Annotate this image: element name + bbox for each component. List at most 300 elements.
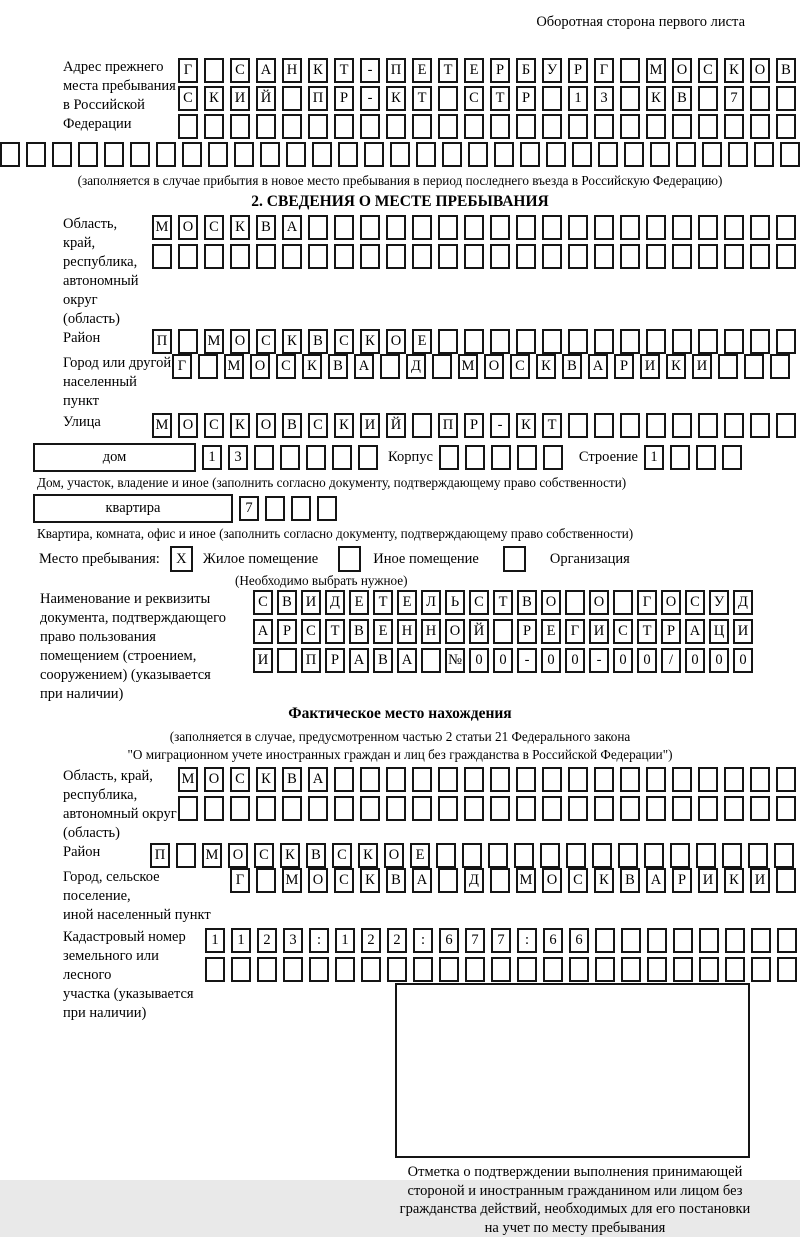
char-cell[interactable] (464, 215, 484, 240)
char-cell[interactable]: Е (464, 58, 484, 83)
char-cell[interactable]: В (282, 413, 302, 438)
char-cell[interactable]: С (568, 868, 588, 893)
char-cell[interactable] (542, 86, 562, 111)
char-cell[interactable]: А (646, 868, 666, 893)
char-cell[interactable] (650, 142, 670, 167)
char-cell[interactable]: 0 (637, 648, 657, 673)
char-cell[interactable]: И (589, 619, 609, 644)
char-cell[interactable]: В (349, 619, 369, 644)
char-cell[interactable]: 0 (733, 648, 753, 673)
char-cell[interactable]: 0 (469, 648, 489, 673)
char-cell[interactable] (178, 329, 198, 354)
char-cell[interactable]: - (490, 413, 510, 438)
char-cell[interactable] (542, 215, 562, 240)
char-cell[interactable] (620, 796, 640, 821)
char-cell[interactable] (204, 796, 224, 821)
char-cell[interactable] (256, 114, 276, 139)
char-cell[interactable]: А (397, 648, 417, 673)
char-cell[interactable]: А (354, 354, 374, 379)
char-cell[interactable]: 6 (569, 928, 589, 953)
char-cell[interactable]: - (589, 648, 609, 673)
char-cell[interactable] (516, 215, 536, 240)
char-cell[interactable] (490, 796, 510, 821)
char-cell[interactable]: - (360, 58, 380, 83)
char-cell[interactable]: М (282, 868, 302, 893)
char-cell[interactable] (516, 767, 536, 792)
char-cell[interactable]: 3 (594, 86, 614, 111)
char-cell[interactable] (776, 244, 796, 269)
char-cell[interactable]: 0 (685, 648, 705, 673)
char-cell[interactable]: С (230, 58, 250, 83)
char-cell[interactable] (724, 244, 744, 269)
char-cell[interactable]: С (685, 590, 705, 615)
char-cell[interactable] (542, 114, 562, 139)
char-cell[interactable] (335, 957, 355, 982)
korpus-cells[interactable] (439, 445, 563, 470)
char-cell[interactable] (334, 244, 354, 269)
char-cell[interactable]: С (256, 329, 276, 354)
char-cell[interactable] (620, 767, 640, 792)
char-cell[interactable] (776, 329, 796, 354)
char-cell[interactable]: 2 (387, 928, 407, 953)
char-cell[interactable]: 0 (541, 648, 561, 673)
char-cell[interactable]: Й (469, 619, 489, 644)
prev-address-row-1[interactable] (178, 58, 796, 83)
char-cell[interactable] (592, 843, 612, 868)
char-cell[interactable]: К (204, 86, 224, 111)
char-cell[interactable]: К (358, 843, 378, 868)
char-cell[interactable] (231, 957, 251, 982)
char-cell[interactable]: 0 (565, 648, 585, 673)
char-cell[interactable] (156, 142, 176, 167)
char-cell[interactable] (613, 590, 633, 615)
char-cell[interactable]: С (178, 86, 198, 111)
char-cell[interactable]: К (256, 767, 276, 792)
char-cell[interactable]: Д (733, 590, 753, 615)
dom-cells[interactable] (202, 445, 378, 470)
char-cell[interactable]: В (256, 215, 276, 240)
char-cell[interactable]: И (640, 354, 660, 379)
char-cell[interactable] (568, 215, 588, 240)
char-cell[interactable] (751, 957, 771, 982)
char-cell[interactable]: Р (672, 868, 692, 893)
char-cell[interactable] (204, 58, 224, 83)
char-cell[interactable] (543, 445, 563, 470)
char-cell[interactable]: А (588, 354, 608, 379)
char-cell[interactable] (646, 413, 666, 438)
char-cell[interactable]: Р (568, 58, 588, 83)
char-cell[interactable] (566, 843, 586, 868)
char-cell[interactable] (754, 142, 774, 167)
char-cell[interactable] (594, 413, 614, 438)
char-cell[interactable]: Т (325, 619, 345, 644)
char-cell[interactable]: : (517, 928, 537, 953)
char-cell[interactable] (646, 114, 666, 139)
stroenie-cells[interactable] (644, 445, 742, 470)
char-cell[interactable]: А (412, 868, 432, 893)
char-cell[interactable] (412, 114, 432, 139)
char-cell[interactable] (309, 957, 329, 982)
char-cell[interactable] (751, 928, 771, 953)
char-cell[interactable] (256, 868, 276, 893)
char-cell[interactable] (750, 796, 770, 821)
char-cell[interactable] (673, 957, 693, 982)
char-cell[interactable]: Д (406, 354, 426, 379)
char-cell[interactable] (280, 445, 300, 470)
char-cell[interactable] (386, 796, 406, 821)
char-cell[interactable] (412, 215, 432, 240)
char-cell[interactable] (776, 767, 796, 792)
char-cell[interactable] (493, 619, 513, 644)
char-cell[interactable] (178, 244, 198, 269)
char-cell[interactable]: О (672, 58, 692, 83)
char-cell[interactable] (254, 445, 274, 470)
char-cell[interactable]: К (360, 329, 380, 354)
char-cell[interactable]: С (253, 590, 273, 615)
char-cell[interactable] (724, 114, 744, 139)
char-cell[interactable] (182, 142, 202, 167)
char-cell[interactable] (618, 843, 638, 868)
char-cell[interactable] (514, 843, 534, 868)
char-cell[interactable]: С (254, 843, 274, 868)
char-cell[interactable]: 1 (644, 445, 664, 470)
char-cell[interactable]: С (334, 329, 354, 354)
char-cell[interactable] (698, 244, 718, 269)
char-cell[interactable]: К (230, 413, 250, 438)
char-cell[interactable] (464, 767, 484, 792)
char-cell[interactable]: Г (565, 619, 585, 644)
char-cell[interactable] (432, 354, 452, 379)
char-cell[interactable] (698, 796, 718, 821)
char-cell[interactable]: У (542, 58, 562, 83)
char-cell[interactable] (646, 244, 666, 269)
char-cell[interactable] (750, 114, 770, 139)
char-cell[interactable]: 6 (543, 928, 563, 953)
char-cell[interactable] (412, 767, 432, 792)
char-cell[interactable] (277, 648, 297, 673)
char-cell[interactable] (620, 86, 640, 111)
char-cell[interactable]: Т (373, 590, 393, 615)
char-cell[interactable]: О (178, 215, 198, 240)
char-cell[interactable] (646, 767, 666, 792)
char-cell[interactable] (621, 928, 641, 953)
char-cell[interactable] (542, 767, 562, 792)
char-cell[interactable] (490, 329, 510, 354)
char-cell[interactable]: М (152, 215, 172, 240)
char-cell[interactable] (256, 796, 276, 821)
char-cell[interactable] (620, 58, 640, 83)
char-cell[interactable] (724, 796, 744, 821)
char-cell[interactable]: К (280, 843, 300, 868)
char-cell[interactable]: 3 (228, 445, 248, 470)
char-cell[interactable] (702, 142, 722, 167)
char-cell[interactable] (647, 928, 667, 953)
char-cell[interactable] (750, 86, 770, 111)
fact-oblast-row-2[interactable] (178, 796, 796, 821)
char-cell[interactable] (620, 329, 640, 354)
char-cell[interactable] (672, 244, 692, 269)
char-cell[interactable] (568, 796, 588, 821)
char-cell[interactable]: Ц (709, 619, 729, 644)
char-cell[interactable]: В (620, 868, 640, 893)
char-cell[interactable] (774, 843, 794, 868)
char-cell[interactable] (308, 244, 328, 269)
char-cell[interactable] (386, 767, 406, 792)
char-cell[interactable]: Р (517, 619, 537, 644)
char-cell[interactable] (696, 445, 716, 470)
char-cell[interactable] (699, 928, 719, 953)
char-cell[interactable]: О (661, 590, 681, 615)
char-cell[interactable]: 3 (283, 928, 303, 953)
fact-kadastr-row-2[interactable] (205, 957, 797, 982)
char-cell[interactable] (620, 244, 640, 269)
prev-address-row-4[interactable] (0, 142, 800, 167)
dokument-row-3[interactable] (253, 648, 753, 673)
char-cell[interactable]: Г (594, 58, 614, 83)
char-cell[interactable]: В (373, 648, 393, 673)
char-cell[interactable] (421, 648, 441, 673)
char-cell[interactable] (776, 796, 796, 821)
char-cell[interactable] (439, 957, 459, 982)
char-cell[interactable] (282, 114, 302, 139)
char-cell[interactable]: 0 (493, 648, 513, 673)
char-cell[interactable] (646, 796, 666, 821)
char-cell[interactable]: В (328, 354, 348, 379)
char-cell[interactable]: Л (421, 590, 441, 615)
char-cell[interactable] (334, 767, 354, 792)
char-cell[interactable]: И (301, 590, 321, 615)
char-cell[interactable] (204, 244, 224, 269)
char-cell[interactable]: : (413, 928, 433, 953)
char-cell[interactable] (230, 114, 250, 139)
char-cell[interactable] (620, 413, 640, 438)
char-cell[interactable]: О (384, 843, 404, 868)
char-cell[interactable] (260, 142, 280, 167)
char-cell[interactable] (439, 445, 459, 470)
char-cell[interactable]: Т (493, 590, 513, 615)
char-cell[interactable] (198, 354, 218, 379)
char-cell[interactable]: П (152, 329, 172, 354)
char-cell[interactable] (620, 215, 640, 240)
char-cell[interactable] (52, 142, 72, 167)
s2-gorod-row[interactable] (172, 354, 790, 379)
kvartira-box[interactable]: квартира (33, 494, 233, 523)
char-cell[interactable] (516, 796, 536, 821)
char-cell[interactable]: С (308, 413, 328, 438)
char-cell[interactable]: Т (490, 86, 510, 111)
char-cell[interactable] (360, 215, 380, 240)
char-cell[interactable] (646, 215, 666, 240)
char-cell[interactable] (334, 215, 354, 240)
char-cell[interactable]: Р (661, 619, 681, 644)
char-cell[interactable] (360, 767, 380, 792)
char-cell[interactable] (594, 329, 614, 354)
char-cell[interactable] (780, 142, 800, 167)
char-cell[interactable] (78, 142, 98, 167)
char-cell[interactable]: Е (397, 590, 417, 615)
char-cell[interactable]: С (469, 590, 489, 615)
char-cell[interactable] (332, 445, 352, 470)
char-cell[interactable] (724, 329, 744, 354)
char-cell[interactable]: 1 (202, 445, 222, 470)
char-cell[interactable] (698, 767, 718, 792)
char-cell[interactable] (26, 142, 46, 167)
char-cell[interactable]: 6 (439, 928, 459, 953)
char-cell[interactable] (0, 142, 20, 167)
char-cell[interactable] (312, 142, 332, 167)
char-cell[interactable]: Ь (445, 590, 465, 615)
char-cell[interactable]: С (332, 843, 352, 868)
char-cell[interactable] (361, 957, 381, 982)
kvartira-cells[interactable] (239, 496, 337, 521)
char-cell[interactable] (598, 142, 618, 167)
char-cell[interactable]: А (282, 215, 302, 240)
dom-box[interactable]: дом (33, 443, 196, 472)
char-cell[interactable]: К (230, 215, 250, 240)
char-cell[interactable] (572, 142, 592, 167)
dokument-row-2[interactable] (253, 619, 753, 644)
char-cell[interactable]: В (282, 767, 302, 792)
char-cell[interactable] (491, 445, 511, 470)
char-cell[interactable]: М (178, 767, 198, 792)
char-cell[interactable] (364, 142, 384, 167)
char-cell[interactable]: У (709, 590, 729, 615)
char-cell[interactable]: Т (334, 58, 354, 83)
char-cell[interactable] (360, 244, 380, 269)
char-cell[interactable]: М (152, 413, 172, 438)
char-cell[interactable] (438, 86, 458, 111)
char-cell[interactable] (334, 114, 354, 139)
char-cell[interactable]: Н (282, 58, 302, 83)
char-cell[interactable]: К (646, 86, 666, 111)
char-cell[interactable]: А (308, 767, 328, 792)
char-cell[interactable]: С (464, 86, 484, 111)
char-cell[interactable] (725, 957, 745, 982)
char-cell[interactable]: : (309, 928, 329, 953)
char-cell[interactable]: Т (542, 413, 562, 438)
char-cell[interactable] (412, 796, 432, 821)
char-cell[interactable]: 7 (239, 496, 259, 521)
char-cell[interactable] (380, 354, 400, 379)
char-cell[interactable] (464, 796, 484, 821)
char-cell[interactable] (386, 215, 406, 240)
char-cell[interactable]: 0 (709, 648, 729, 673)
char-cell[interactable]: М (646, 58, 666, 83)
char-cell[interactable] (565, 590, 585, 615)
char-cell[interactable]: А (685, 619, 705, 644)
char-cell[interactable] (724, 767, 744, 792)
char-cell[interactable]: Б (516, 58, 536, 83)
char-cell[interactable]: Й (386, 413, 406, 438)
char-cell[interactable]: М (224, 354, 244, 379)
char-cell[interactable]: И (360, 413, 380, 438)
char-cell[interactable] (620, 114, 640, 139)
char-cell[interactable]: О (589, 590, 609, 615)
char-cell[interactable]: Й (256, 86, 276, 111)
char-cell[interactable] (491, 957, 511, 982)
char-cell[interactable]: И (698, 868, 718, 893)
char-cell[interactable]: Г (230, 868, 250, 893)
char-cell[interactable] (647, 957, 667, 982)
char-cell[interactable]: О (204, 767, 224, 792)
char-cell[interactable] (490, 244, 510, 269)
zhiloe-checkbox[interactable]: X (170, 546, 193, 572)
char-cell[interactable] (594, 215, 614, 240)
char-cell[interactable] (204, 114, 224, 139)
char-cell[interactable]: К (516, 413, 536, 438)
char-cell[interactable]: О (178, 413, 198, 438)
char-cell[interactable] (416, 142, 436, 167)
char-cell[interactable]: - (360, 86, 380, 111)
char-cell[interactable] (750, 413, 770, 438)
char-cell[interactable] (308, 114, 328, 139)
char-cell[interactable] (462, 843, 482, 868)
char-cell[interactable] (283, 957, 303, 982)
char-cell[interactable]: А (256, 58, 276, 83)
char-cell[interactable]: Г (172, 354, 192, 379)
char-cell[interactable] (282, 796, 302, 821)
char-cell[interactable]: 7 (724, 86, 744, 111)
char-cell[interactable] (777, 957, 797, 982)
char-cell[interactable] (386, 244, 406, 269)
char-cell[interactable] (546, 142, 566, 167)
char-cell[interactable] (676, 142, 696, 167)
inoe-checkbox[interactable] (338, 546, 361, 572)
char-cell[interactable] (777, 928, 797, 953)
char-cell[interactable]: И (253, 648, 273, 673)
char-cell[interactable] (412, 413, 432, 438)
char-cell[interactable]: О (542, 868, 562, 893)
char-cell[interactable] (490, 868, 510, 893)
char-cell[interactable] (568, 413, 588, 438)
char-cell[interactable]: С (613, 619, 633, 644)
char-cell[interactable]: 0 (613, 648, 633, 673)
char-cell[interactable]: И (230, 86, 250, 111)
char-cell[interactable]: П (301, 648, 321, 673)
char-cell[interactable] (568, 767, 588, 792)
char-cell[interactable] (672, 767, 692, 792)
prev-address-row-2[interactable] (178, 86, 796, 111)
char-cell[interactable]: А (253, 619, 273, 644)
char-cell[interactable]: О (484, 354, 504, 379)
char-cell[interactable]: В (562, 354, 582, 379)
char-cell[interactable]: И (733, 619, 753, 644)
char-cell[interactable] (644, 843, 664, 868)
char-cell[interactable]: К (594, 868, 614, 893)
char-cell[interactable]: В (308, 329, 328, 354)
char-cell[interactable] (621, 957, 641, 982)
char-cell[interactable] (750, 244, 770, 269)
char-cell[interactable]: Д (464, 868, 484, 893)
char-cell[interactable]: О (750, 58, 770, 83)
char-cell[interactable] (568, 114, 588, 139)
char-cell[interactable]: В (517, 590, 537, 615)
char-cell[interactable]: В (306, 843, 326, 868)
char-cell[interactable]: Н (397, 619, 417, 644)
char-cell[interactable] (442, 142, 462, 167)
char-cell[interactable] (438, 329, 458, 354)
s2-ulitsa-row[interactable] (152, 413, 796, 438)
s2-oblast-row-2[interactable] (152, 244, 796, 269)
char-cell[interactable] (490, 215, 510, 240)
char-cell[interactable]: Е (412, 58, 432, 83)
char-cell[interactable] (594, 767, 614, 792)
char-cell[interactable] (722, 843, 742, 868)
char-cell[interactable] (776, 86, 796, 111)
char-cell[interactable]: Р (334, 86, 354, 111)
char-cell[interactable] (130, 142, 150, 167)
char-cell[interactable] (256, 244, 276, 269)
